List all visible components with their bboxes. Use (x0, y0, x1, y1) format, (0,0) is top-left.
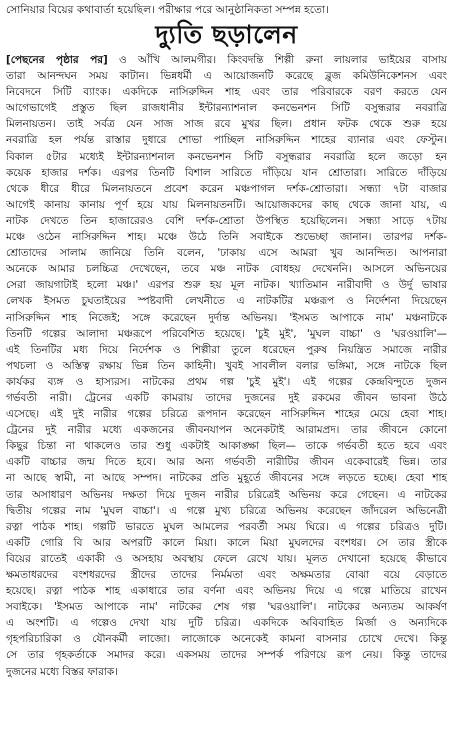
article-line-text: ক্ষমতাধরদের বংশধরদের স্ত্রীদের তাদের নির্মমতা এবং অক্ষমতার বোঝা বয়ে বেড়াতে (6, 569, 447, 581)
article-line-text: দ্বিতীয় গল্পের নাম 'মুঘল বাচ্চা'। এ গল্পে মুখ্য চরিত্রে অভিনয় করেছেন জাঁদরেল অভিনেত্রী (6, 504, 447, 517)
article-line (6, 454, 447, 470)
article-line (6, 277, 447, 293)
article-line (6, 310, 447, 326)
article-line (6, 647, 447, 663)
article-line-text: শ্রোতাদের সালাম জানিয়ে তিনি বলেন, 'ঢাকায় এসে আমরা খুব আনন্দিত। আপনারা (6, 247, 447, 260)
headline: দ্যুতি ছড়ালেন (155, 20, 298, 49)
article-line-text: পথচলা ও অস্তিত্ব রক্ষায় ভিন্ন তিন কাহিনী। খুবই সাবলীল বলার ভঙ্গিমা, সঙ্গে নাটকে ছিল (6, 359, 447, 372)
article-line-text: কিছুর চিন্তা না থাকলেও তার শুধু একটাই আকাঙ্ক্ষা ছিল— তাকে গর্ভবতী হতে হবে এবং (6, 440, 447, 453)
article-line (6, 68, 447, 84)
article-line (6, 293, 447, 309)
article-line-text: হয়েছে। রত্না পাঠক শাহ একাধারে তার বর্ণনা এবং অভিনয় দিয়ে এ গল্পে মাতিয়ে রাখেন (6, 585, 447, 598)
article-line (6, 100, 447, 116)
article-line-text: কার্যকর ব্যঙ্গ ও হাস্যরস। নাটকের প্রথম গল্প 'চুই মুই'। এই গল্পের কেন্দ্রবিন্দুতে দুজন (6, 375, 447, 388)
article-line-text: বিয়ের রাতেই একাকী ও অসহায় অবস্থায় ফেলে রেখে যায়। মূলত দেখানো হয়েছে কীভাবে (6, 552, 447, 565)
article-line (6, 229, 447, 245)
article-line-text: ও আঁখি আলমগীর। কিংবদন্তি শিল্পী রুনা লায়লার ভাইয়ের বাসায় (107, 54, 447, 66)
article-line-text: সেরা জায়গাটাই হলো মঞ্চ।' এরপর শুরু হয় মূল নাটক। খ্যাতিমান নারীবাদী ও উর্দু ভাষার (6, 279, 447, 292)
article-line (6, 374, 447, 390)
article-line (6, 583, 447, 599)
article-line (6, 165, 447, 181)
article-line-text: অনেকে আমার চলচ্চিত্র দেখেছেন, তবে মঞ্চ নাটক বোধহয় দেখেননি। আসলে অভিনয়ের (6, 263, 447, 276)
article-line (6, 406, 447, 422)
article-line-text: তিনটি গল্পের আলাদা মঞ্চরূপে পরিবেশিত হয়েছে। 'চুই মুই', 'মুঘল বাচ্চা' ও 'ঘরওয়ালি'— (6, 327, 447, 340)
article-line (6, 438, 447, 454)
article-line-text: মিলনায়তন। তাই সর্বত্র যেন সাজ সাজ রবে মুখর ছিল। প্রধান ফটক থেকে শুরু হয়ে (6, 118, 447, 131)
article-line (6, 519, 447, 535)
previous-article-tail: সোনিয়ার বিয়ের কথাবার্তা হয়েছিল। পরীক্ষার পরে আনুষ্ঠানিকতা সম্পন্ন হতো। (6, 4, 329, 16)
article-line-text: না আছে স্বামী, না আছে সম্পদ। নাটকের প্রতি মুহূর্তে জীবনের সঙ্গে লড়তে হচ্ছে। হেবা শাহ (6, 472, 447, 485)
article-line-text: এসেছে। এই দুই নারীর গল্পের চরিত্রে রূপদান করেছেন নাসিরুদ্দিন শাহের মেয়ে হেবা শাহ। (6, 408, 447, 421)
article-line-text: একটি বাচ্চার জন্ম দিতে হবে। আর অন্য গর্ভবতী নারীটির জীবন একেবারেই ভিন্ন। তার (6, 456, 447, 469)
article-line-text: নাটক দেখতে তিন হাজারেরও বেশি দর্শক-শ্রোতা উপস্থিত হয়েছিলেন। সন্ধ্যা সাড়ে ৭টায় (6, 214, 447, 227)
article-line-text: নিবেদনে সিটি ব্যাংক। একদিকে নাসিরুদ্দিন শাহ এবং তার পরিবারকে বরণ করতে যেন (6, 86, 447, 99)
article-line (6, 116, 447, 132)
article-line-text: আগেভাগেই প্রস্তুত ছিল রাজধানীর ইন্টারন্যাশনাল কনভেনশন সিটি বসুন্ধরার নবরাত্রি (6, 102, 447, 115)
article-line-text: কয়েক হাজার দর্শক। এরপর তিনটি বিশাল সারিতে দাঁড়িয়ে যান শ্রোতারা। সারিতে দাঁড়িয়ে (6, 166, 447, 179)
article-line (6, 261, 447, 277)
article-line (6, 197, 447, 213)
article-line (6, 132, 447, 148)
article-line (6, 245, 447, 261)
article-line (6, 52, 447, 68)
continued-from-label: [পেছনের পৃষ্ঠার পর] (6, 54, 108, 66)
article-line (6, 503, 447, 519)
article-line-text: সে তার গৃহকর্তাকে সমাদর করে। একসময় তাদের সম্পর্ক পরিণয়ে রূপ নেয়। কিন্তু তাদের (6, 649, 447, 662)
article-line-text: এই তিনটির মধ্য দিয়ে নির্দেশক ও শিল্পীরা তুলে ধরেছেন পুরুষ নিয়ন্ত্রিত সমাজে নারীর (6, 343, 447, 356)
article-line (6, 84, 447, 100)
article-line-text: মঞ্চে ওঠেন নাসিরুদ্দিন শাহ। মঞ্চে উঠে তিনি সবাইকে শুভেচ্ছা জানান। তারপর দর্শক- (6, 231, 447, 244)
article-line-text: নবরাত্রি হল পর্যন্ত রাস্তার দুধারে শোভা পাচ্ছিল নাসিরুদ্দিন শাহের ব্যানার এবং ফেস্টুন। (6, 134, 447, 147)
headline-container (6, 20, 447, 50)
article-line (6, 422, 447, 438)
article-line-text: গর্ভবতী নারী। ট্রেনের একটি কামরায় তাদের দুজনের দুই রকমের জীবন ভাবনা উঠে (6, 391, 447, 404)
article-line-text: গৃহপরিচারিকা ও যৌনকর্মী লাজো। লাজোকে অনেকেই কামনা বাসনার চোখে দেখে। কিন্তু (6, 633, 447, 646)
article-line (6, 535, 447, 551)
article-line-text: তারা আনন্দঘন সময় কাটান। ভিন্নধর্মী এ আয়োজনটি করেছে ব্লুজ কমিউনিকেশনস এবং (6, 70, 447, 83)
article-line (6, 567, 447, 583)
article-line (6, 358, 447, 374)
article-body (6, 52, 447, 680)
article-line (6, 390, 447, 406)
article-line-text: ট্রেনের দুই নারীর মধ্যে একজনের জীবনযাপন অনেকটাই আরামপ্রদ। তার জীবনে কোনো (6, 424, 447, 437)
article-line (6, 631, 447, 647)
article-line (6, 551, 447, 567)
article-line (6, 326, 447, 342)
article-line-text: লেখক ইসমত চুঘতাইয়ের স্পষ্টবাদী লেখনীতে এ নাটকটির মঞ্চরূপ ও নির্দেশনা দিয়েছেন (6, 295, 447, 308)
article-line-text: দুজনের মধ্যে বিস্তর ফারাক। (6, 665, 118, 678)
article-line-text: আগেই কানায় কানায় পূর্ণ হয়ে যায় মিলনায়তনটি। আয়োজকদের কাছ থেকে জানা যায়, এ (6, 198, 447, 211)
article-line (6, 615, 447, 631)
article-line (6, 213, 447, 229)
article-line (6, 664, 447, 680)
article-line-text: বিকাল ৫টার মধ্যেই ইন্টারন্যাশনাল কনভেনশন সিটি বসুন্ধরার নবরাত্রি হলে জড়ো হন (6, 150, 447, 163)
article-line (6, 470, 447, 486)
article-line-text: থেকে ধীরে ধীরে মিলনায়তনে প্রবেশ করেন মঞ্চপাগল দর্শক-শ্রোতারা। সন্ধ্যা ৭টা বাজার (6, 182, 447, 195)
article-line-text: একটি গোরি বি আর অপরটি কালে মিয়া। কালে মিয়া মুঘলদের বংশধর। সে তার স্ত্রীকে (6, 536, 447, 549)
article-line (6, 599, 447, 615)
article-line (6, 181, 447, 197)
article-line (6, 149, 447, 165)
article-line (6, 487, 447, 503)
article-line-text: রত্না পাঠক শাহ। গল্পটি ভারতে মুঘল আমলের পরবর্তী সময় ঘিরে। এ গল্পের চরিত্রও দুটি। (6, 520, 447, 533)
article-line-text: নাসিরুদ্দিন শাহ নিজেই; সঙ্গে করেছেন দুর্দান্ত অভিনয়। 'ইসমত আপাকে নাম' মঞ্চনাটকে (6, 311, 447, 324)
article-line-text: এ অংশটি। এ গল্পেও দেখা যায় দুটি চরিত্র। একদিকে অবিবাহিত মির্জা ও অন্যদিকে (6, 617, 447, 630)
article-line-text: সবাইকে। 'ইসমত আপাকে নাম' নাটকের শেষ গল্প 'ঘরওয়ালি'। নাটকের অন্যতম আকর্ষণ (6, 601, 447, 614)
article-line-text: তার অসাধারণ অভিনয় দক্ষতা দিয়ে দুজন নারীর চরিত্রেই অভিনয় করে গেছেন। এ নাটকের (6, 488, 447, 501)
article-line (6, 342, 447, 358)
